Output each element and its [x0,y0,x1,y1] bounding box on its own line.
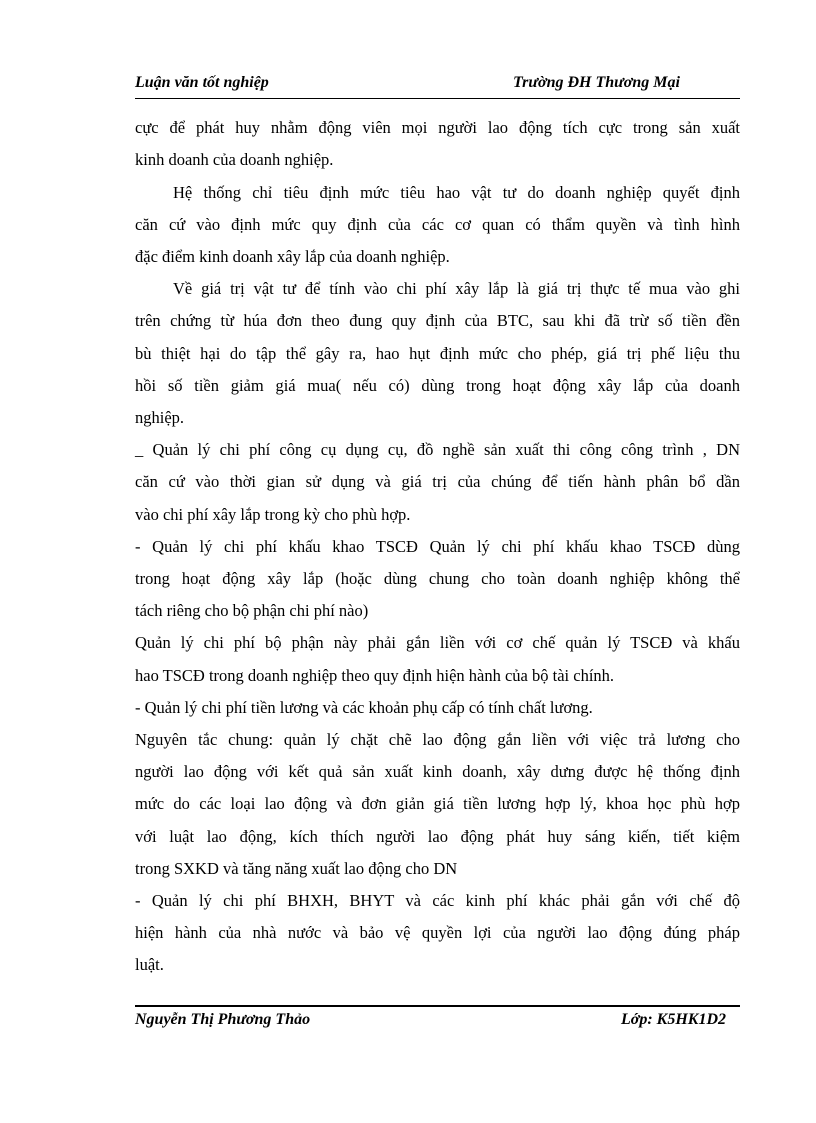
text-line: cực để phát huy nhằm động viên mọi người lao động tích cực trong sản xuất [135,118,740,137]
text-line: với luật lao động, kích thích người lao động phát huy sáng kiến, tiết kiệm [135,827,740,846]
text-line: - Quản lý chi phí tiền lương và các khoản phụ cấp có tính chất lương. [135,698,593,717]
text-line: bù thiệt hại do tập thể gây ra, hao hụt định mức cho phép, giá trị phế liệu thu [135,344,740,363]
page-header [135,74,740,96]
header-divider [135,98,740,99]
footer-divider [135,1005,740,1007]
text-line: căn cứ vào định mức quy định của các cơ quan có thẩm quyền và tình hình [135,215,740,234]
text-line: hồi số tiền giảm giá mua( nếu có) dùng trong hoạt động xây lắp của doanh [135,376,740,395]
text-line: - Quản lý chi phí khấu khao TSCĐ Quản lý chi phí khấu khao TSCĐ dùng [135,537,740,556]
text-line: hiện hành của nhà nước và bảo vệ quyền lợi của người lao động đúng pháp [135,923,740,942]
text-line: trong hoạt động xây lắp (hoặc dùng chung cho toàn doanh nghiệp không thể [135,569,740,588]
footer-class: Lớp: K5HK1D2 [620,1011,726,1028]
page-footer [135,1011,740,1033]
text-line: Quản lý chi phí bộ phận này phải gắn liền với cơ chế quản lý TSCĐ và khấu [135,633,740,652]
header-thesis-title: Luận văn tốt nghiệp [135,74,269,91]
footer-author: Nguyễn Thị Phương Thảo [135,1011,311,1028]
text-line: _ Quản lý chi phí công cụ dụng cụ, đồ nghề sản xuất thi công công trình , DN [135,440,740,459]
text-line: nghiệp. [135,408,185,427]
text-line: Nguyên tắc chung: quản lý chặt chẽ lao động gắn liền với việc trả lương cho [135,730,740,749]
text-line: trong SXKD và tăng năng xuất lao động cho DN [135,859,458,878]
text-line: Về giá trị vật tư để tính vào chi phí xây lắp là giá trị thực tế mua vào ghi [173,279,740,298]
text-line: - Quản lý chi phí BHXH, BHYT và các kinh phí khác phải gắn với chế độ [135,891,740,910]
text-line: căn cứ vào thời gian sử dụng và giá trị của chúng để tiến hành phân bổ dần [135,472,740,491]
text-line: người lao động với kết quả sản xuất kinh doanh, xây dưng được hệ thống định [135,762,740,781]
text-line: tách riêng cho bộ phận chi phí nào) [135,601,369,620]
text-line: mức do các loại lao động và đơn giản giá tiền lương hợp lý, khoa học phù hợp [135,794,740,813]
text-line: vào chi phí xây lắp trong kỳ cho phù hợp. [135,505,411,524]
header-university: Trường ĐH Thương Mại [513,74,680,91]
text-line: trên chứng từ húa đơn theo đung quy định của BTC, sau khi đã trừ số tiền đền [135,311,740,330]
text-line: hao TSCĐ trong doanh nghiệp theo quy định hiện hành của bộ tài chính. [135,666,615,685]
text-line: kinh doanh của doanh nghiệp. [135,150,334,169]
text-line: Hệ thống chỉ tiêu định mức tiêu hao vật tư do doanh nghiệp quyết định [173,183,740,202]
text-line: đặc điểm kinh doanh xây lắp của doanh nghiệp. [135,247,450,266]
text-line: luật. [135,955,164,974]
